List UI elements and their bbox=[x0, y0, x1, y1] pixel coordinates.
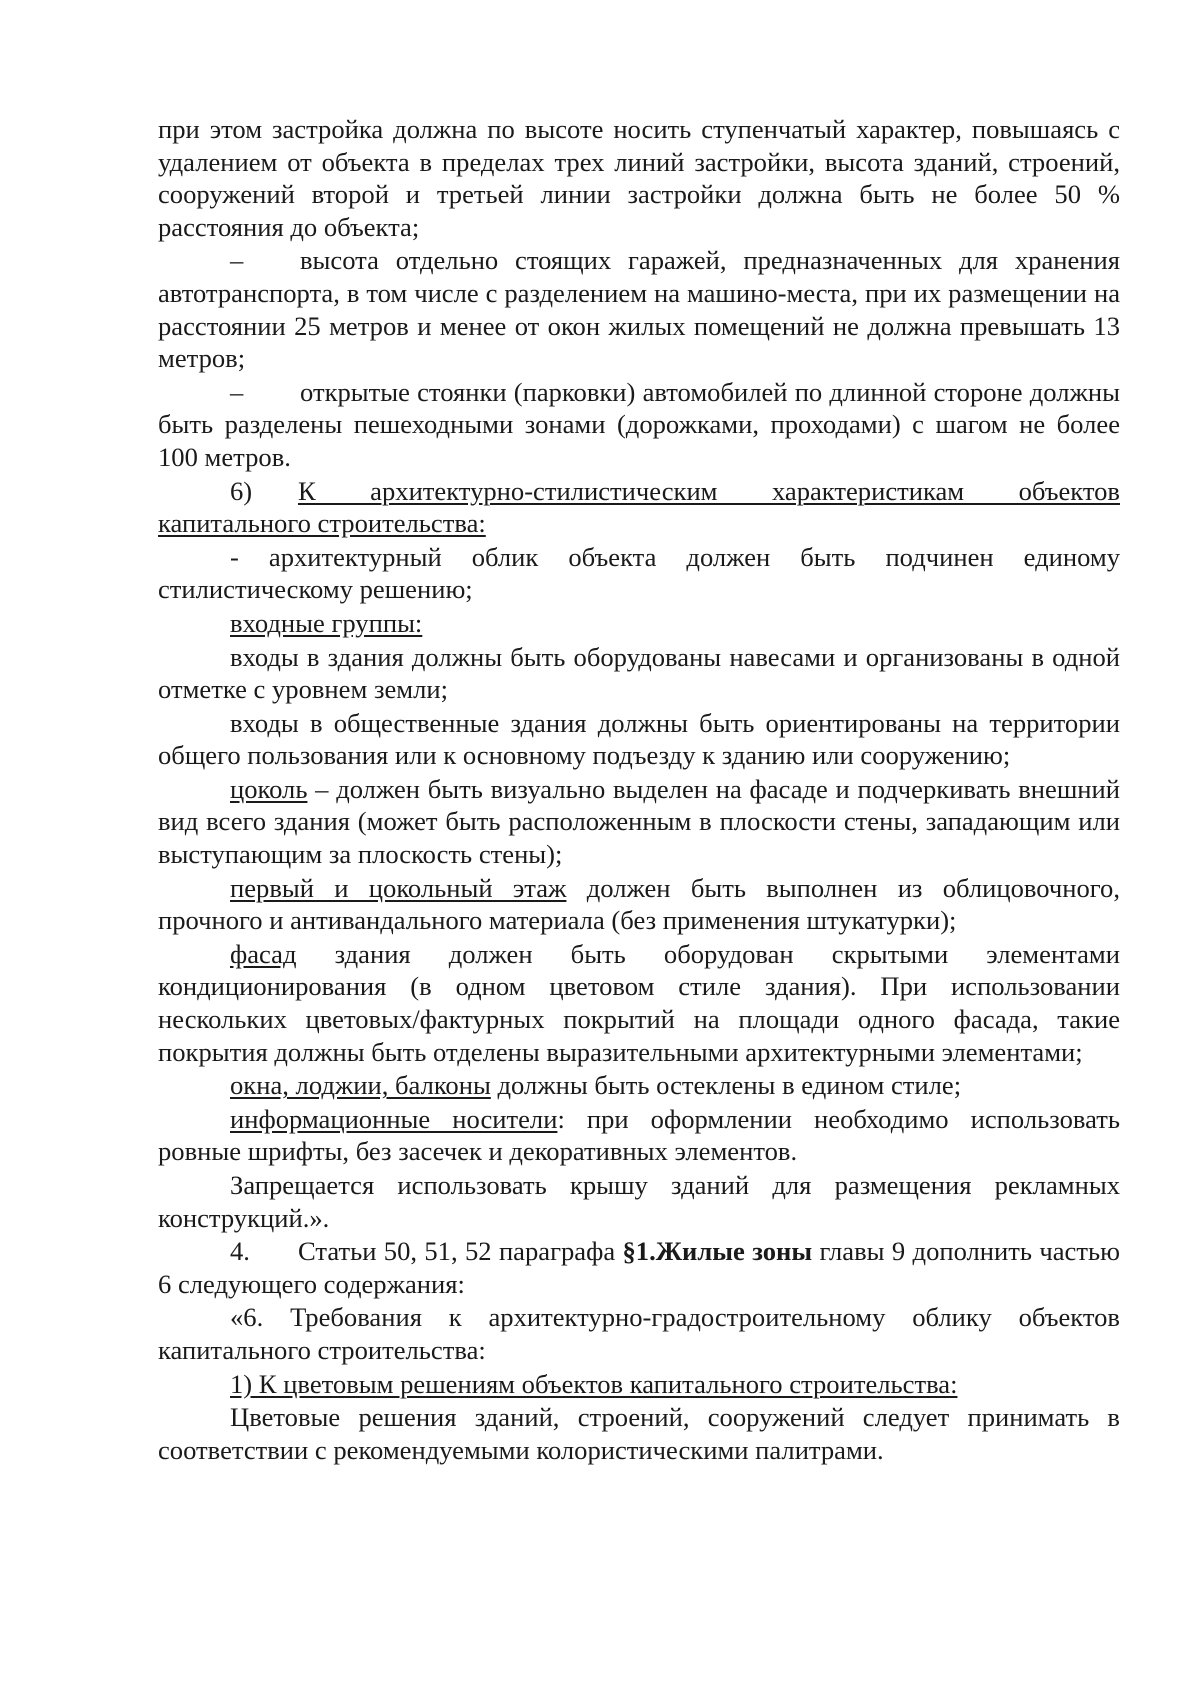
paragraph-plinth bbox=[158, 773, 1120, 871]
heading-text: входные группы: bbox=[230, 607, 423, 638]
paragraph-text: Цветовые решения зданий, строений, сооружений следует принимать в соответствии с рекомендуемыми колористическими палитрами. bbox=[158, 1402, 1120, 1465]
list-item-garage-height bbox=[158, 244, 1120, 374]
list-dash: – bbox=[230, 376, 244, 407]
heading-text: 1) К цветовым решениям объектов капитального строительства: bbox=[230, 1368, 958, 1399]
list-dash: – bbox=[230, 245, 244, 276]
paragraph-building-height bbox=[158, 113, 1120, 243]
section-heading-architectural-style bbox=[158, 475, 1120, 540]
list-item-parking bbox=[158, 376, 1120, 474]
paragraph-text: Статьи 50, 51, 52 параграфа bbox=[298, 1236, 623, 1267]
subheading-entrance-groups bbox=[158, 607, 1120, 640]
paragraph-text: должен быть выполнен из облицовочного, прочного и антивандального материала (без применения штукатурки); bbox=[158, 872, 1120, 936]
item-number: 6) bbox=[230, 475, 253, 506]
paragraph-windows bbox=[158, 1069, 1120, 1102]
section-reference: §1.Жилые зоны bbox=[622, 1236, 813, 1267]
paragraph-text: высота отдельно стоящих гаражей, предназначенных для хранения автотранспорта, в том числе с разделением на машино-места, при их размещении на расстоянии 25 метров и менее от окон жилых помещений не должна превышать 13 метров; bbox=[158, 245, 1120, 374]
paragraph-text: – должен быть визуально выделен на фасаде и подчеркивать внешний вид всего здания (может быть расположенным в плоскости стены, западающим или выступающим за плоскость стены); bbox=[158, 773, 1120, 870]
paragraph-article-amendment bbox=[158, 1235, 1120, 1300]
paragraph-text: : при оформлении необходимо использовать ровные шрифты, без засечек и декоративных элементов. bbox=[158, 1103, 1120, 1167]
paragraph-requirements-intro bbox=[158, 1301, 1120, 1366]
heading-text: К архитектурно-стилистическим характеристикам объектов капитального строительства: bbox=[158, 475, 1120, 539]
paragraph-unified-style bbox=[158, 541, 1120, 606]
paragraph-color-palettes bbox=[158, 1401, 1120, 1466]
paragraph-facade bbox=[158, 938, 1120, 1068]
term-text: фасад bbox=[230, 938, 297, 969]
term-text: первый и цокольный этаж bbox=[230, 872, 567, 903]
item-number: 4. bbox=[230, 1236, 250, 1267]
term-text: цоколь bbox=[230, 773, 308, 804]
paragraph-text: входы в здания должны быть оборудованы навесами и организованы в одной отметке с уровнем земли; bbox=[158, 641, 1120, 705]
term-text: окна, лоджии, балконы bbox=[230, 1070, 491, 1101]
paragraph-text: «6. Требования к архитектурно-градостроительному облику объектов капитального строительства: bbox=[158, 1302, 1120, 1365]
term-text: информационные носители bbox=[230, 1103, 558, 1134]
paragraph-text: при этом застройка должна по высоте носить ступенчатый характер, повышаясь с удалением от объекта в пределах трех линий застройки, высота зданий, строений, сооружений второй и третьей линии застройки должна быть не более 50 % расстояния до объекта; bbox=[158, 114, 1120, 242]
paragraph-text: открытые стоянки (парковки) автомобилей по длинной стороне должны быть разделены пешеходными зонами (дорожками, проходами) с шагом не более 100 метров. bbox=[158, 376, 1120, 472]
paragraph-text: должны быть остеклены в едином стиле; bbox=[490, 1070, 962, 1101]
paragraph-ground-floor bbox=[158, 872, 1120, 937]
paragraph-public-entrances bbox=[158, 707, 1120, 772]
subheading-color-solutions bbox=[158, 1368, 1120, 1401]
paragraph-text: главы 9 дополнить частью 6 следующего содержания: bbox=[158, 1236, 1120, 1299]
paragraph-roof-advertising bbox=[158, 1169, 1120, 1234]
paragraph-entrance-canopies bbox=[158, 641, 1120, 706]
paragraph-signage bbox=[158, 1103, 1120, 1168]
paragraph-text: - архитектурный облик объекта должен быть подчинен единому стилистическому решению; bbox=[158, 541, 1120, 605]
paragraph-text: Запрещается использовать крышу зданий для размещения рекламных конструкций.». bbox=[158, 1170, 1120, 1233]
document-body bbox=[158, 113, 1120, 1466]
paragraph-text: здания должен быть оборудован скрытыми элементами кондиционирования (в одном цветовом стиле здания). При использовании нескольких цветовых/фактурных покрытий на площади одного фасада, такие покрытия должны быть отделены выразительными архитектурными элементами; bbox=[158, 938, 1120, 1067]
paragraph-text: входы в общественные здания должны быть ориентированы на территории общего пользования или к основному подъезду к зданию или сооружению; bbox=[158, 707, 1120, 771]
